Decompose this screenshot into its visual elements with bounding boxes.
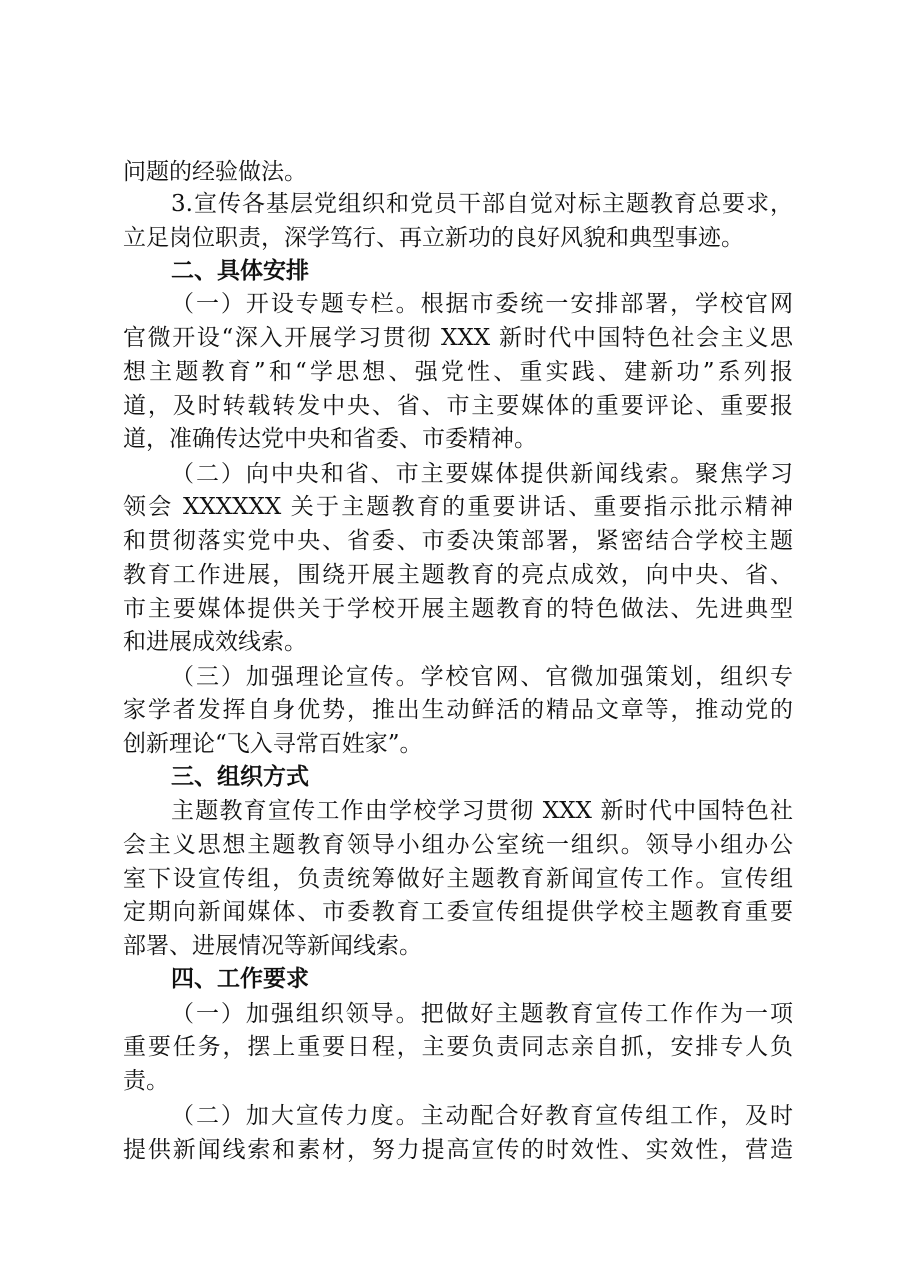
paragraph-line: （三）加强理论宣传。学校官网、官微加强策划，组织专: [171, 664, 793, 690]
paragraph-line: （二）向中央和省、市主要媒体提供新闻线索。聚焦学习: [171, 461, 793, 487]
paragraph-line: 责。: [123, 1068, 169, 1094]
paragraph-line: 部署、进展情况等新闻线索。: [123, 933, 422, 959]
paragraph-line: 道，及时转载转发中央、省、市主要媒体的重要评论、重要报: [123, 393, 793, 419]
paragraph-line: 家学者发挥自身优势，推出生动鲜活的精品文章等，推动党的: [123, 697, 793, 723]
section-heading-organization: 三、组织方式: [171, 763, 309, 790]
paragraph-line: 3.宣传各基层党组织和党员干部自觉对标主题教育总要求，: [171, 191, 793, 217]
paragraph-line: （一）加强组织领导。把做好主题教育宣传工作作为一项: [171, 1001, 793, 1027]
section-heading-requirements: 四、工作要求: [171, 965, 309, 992]
paragraph-line: 问题的经验做法。: [123, 159, 307, 185]
paragraph-line: 会主义思想主题教育领导小组办公室统一组织。领导小组办公: [123, 832, 793, 858]
paragraph-line: 重要任务，摆上重要日程，主要负责同志亲自抓，安排专人负: [123, 1034, 793, 1060]
paragraph-line: （二）加大宣传力度。主动配合好教育宣传组工作，及时: [171, 1103, 793, 1129]
paragraph-line: 教育工作进展，围绕开展主题教育的亮点成效，向中央、省、: [123, 562, 793, 588]
paragraph-line: 想主题教育”和“学思想、强党性、重实践、建新功”系列报: [123, 359, 793, 385]
paragraph-line: 定期向新闻媒体、市委教育工委宣传组提供学校主题教育重要: [123, 899, 793, 925]
paragraph-line: 道，准确传达党中央和省委、市委精神。: [123, 426, 537, 452]
paragraph-line: 官微开设“深入开展学习贯彻 XXX 新时代中国特色社会主义思: [123, 325, 793, 351]
paragraph-line: 主题教育宣传工作由学校学习贯彻 XXX 新时代中国特色社: [171, 798, 793, 824]
paragraph-line: （一）开设专题专栏。根据市委统一安排部署，学校官网: [171, 291, 793, 317]
paragraph-line: 室下设宣传组，负责统筹做好主题教育新闻宣传工作。宣传组: [123, 866, 793, 892]
paragraph-line: 立足岗位职责，深学笃行、再立新功的良好风貌和典型事迹。: [123, 225, 744, 251]
paragraph-line: 提供新闻线索和素材，努力提高宣传的时效性、实效性，营造: [123, 1137, 793, 1163]
paragraph-line: 领会 XXXXXX 关于主题教育的重要讲话、重要指示批示精神: [123, 494, 793, 520]
section-heading-arrangements: 二、具体安排: [171, 257, 309, 284]
paragraph-line: 市主要媒体提供关于学校开展主题教育的特色做法、先进典型: [123, 596, 793, 622]
paragraph-line: 和进展成效线索。: [123, 629, 307, 655]
paragraph-line: 创新理论“飞入寻常百姓家”。: [123, 731, 423, 757]
paragraph-line: 和贯彻落实党中央、省委、市委决策部署，紧密结合学校主题: [123, 528, 793, 554]
